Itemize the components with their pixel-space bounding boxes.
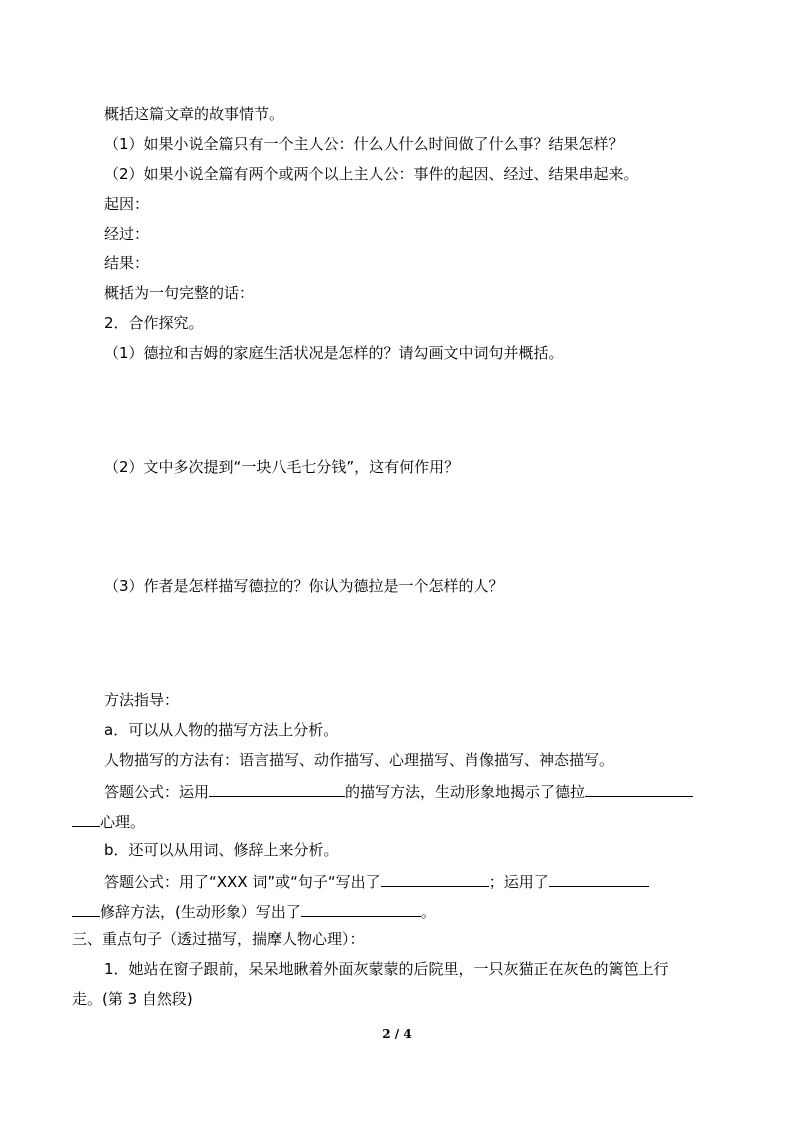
method-a: a．可以从人物的描写方法上分析。	[104, 721, 339, 739]
answer-formula-2-cont	[72, 900, 436, 922]
one-sentence-label: 概括为一句完整的话：	[104, 284, 255, 302]
section-cooperative-inquiry: 2．合作探究。	[104, 314, 204, 332]
section-key-sentences: 三、重点句子（透过描写，揣摩人物心理）：	[72, 930, 365, 948]
blank-method[interactable]	[209, 780, 345, 797]
answer-formula-2-suffix: 修辞方法，(生动形象）写出了	[100, 903, 301, 921]
process-label: 经过：	[104, 225, 150, 243]
description-methods: 人物描写的方法有：语言描写、动作描写、心理描写、肖像描写、神态描写。	[104, 751, 615, 769]
answer-formula-1-suffix: 心理。	[100, 813, 146, 831]
blank-wrote-out[interactable]	[381, 870, 489, 887]
blank-expressed[interactable]	[301, 900, 421, 917]
answer-formula-1-middle: 的描写方法，生动形象地揭示了德拉	[345, 783, 586, 801]
question-1: （1）德拉和吉姆的家庭生活状况是怎样的？请勾画文中词句并概括。	[104, 344, 564, 362]
blank-rhetoric[interactable]	[549, 870, 649, 887]
answer-formula-2-prefix: 答题公式：用了“XXX 词”或“句子“写出了	[104, 873, 381, 891]
question-3: （3）作者是怎样描写德拉的？你认为德拉是一个怎样的人？	[104, 577, 504, 595]
multi-protagonist-guide: （2）如果小说全篇有两个或两个以上主人公：事件的起因、经过、结果串起来。	[104, 165, 639, 183]
answer-formula-1	[104, 780, 693, 802]
question-2: （2）文中多次提到“一块八毛七分钱”，这有何作用？	[104, 458, 460, 476]
key-sentence-1: 1．她站在窗子跟前，呆呆地瞅着外面灰蒙蒙的后院里，一只灰猫正在灰色的篱笆上行	[104, 960, 669, 978]
answer-formula-1-prefix: 答题公式：运用	[104, 783, 210, 801]
single-protagonist-guide: （1）如果小说全篇只有一个主人公：什么人什么时间做了什么事？结果怎样？	[104, 135, 624, 153]
answer-formula-2-middle: ；运用了	[488, 873, 549, 891]
answer-formula-1-cont	[72, 810, 145, 832]
answer-formula-2	[104, 870, 649, 892]
result-label: 结果：	[104, 254, 150, 272]
page-number: 2 / 4	[382, 1027, 412, 1041]
blank-psychology[interactable]	[585, 780, 693, 797]
method-b: b．还可以从用词、修辞上来分析。	[104, 841, 339, 859]
answer-formula-2-end: 。	[420, 903, 436, 921]
key-sentence-1-cont: 走。(第 3 自然段)	[72, 990, 193, 1008]
blank-psychology-cont[interactable]	[72, 810, 100, 827]
blank-rhetoric-cont[interactable]	[72, 900, 100, 917]
cause-label: 起因：	[104, 195, 150, 213]
summary-task: 概括这篇文章的故事情节。	[104, 105, 285, 123]
method-guide-heading: 方法指导：	[104, 691, 180, 709]
